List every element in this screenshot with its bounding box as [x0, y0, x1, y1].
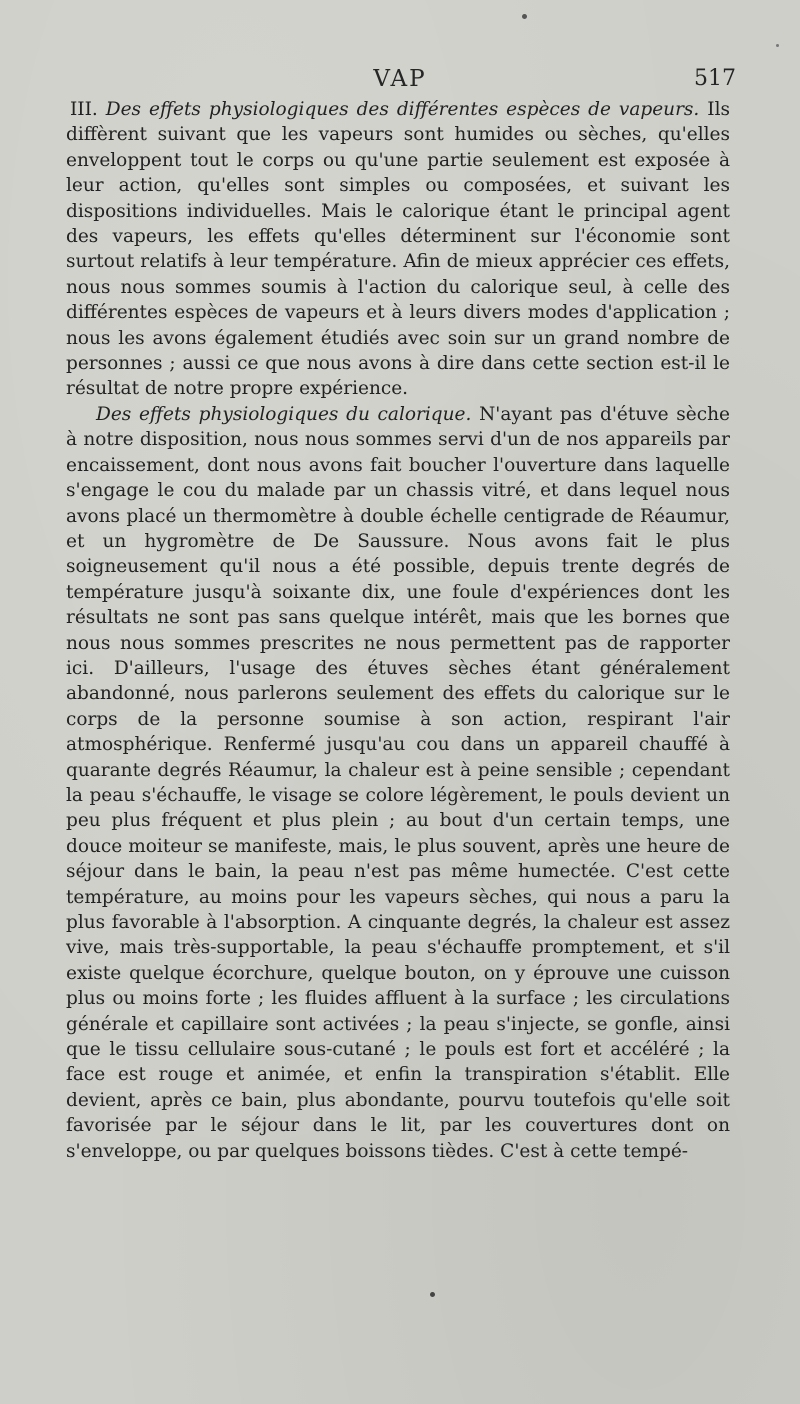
- paper-speck: [776, 44, 779, 47]
- page-header: [64, 60, 736, 100]
- paragraph-calorique: [66, 402, 730, 1164]
- page-number: 517: [694, 66, 736, 91]
- section-heading-italic: Des effets physiologiques des différentes espèces de vapeurs.: [105, 99, 700, 120]
- running-head: VAP: [373, 66, 427, 92]
- body-text: [66, 97, 730, 1164]
- paragraph-text: Ils diffèrent suivant que les vapeurs sont humides ou sèches, qu'elles enveloppent tout le corps ou qu'une partie seulement est exposée à leur action, qu'elles sont simples ou composées, et suivant les dispositions individuelles. Mais le calorique étant le principal agent des vapeurs, les effets qu'elles déterminent sur l'économie sont surtout relatifs à leur température. Afin de mieux apprécier ces effets, nous nous sommes soumis à l'action du calorique seul, à celle des différentes espèces de vapeurs et à leurs divers modes d'application ; nous les avons également étudiés avec soin sur un grand nombre de personnes ; aussi ce que nous avons à dire dans cette section est-il le résultat de notre propre expérience.: [66, 99, 730, 400]
- section-number: III.: [70, 99, 98, 120]
- paragraph-text: N'ayant pas d'étuve sèche à notre disposition, nous nous sommes servi d'un de nos appareils par encaissement, dont nous avons fait boucher l'ouverture dans laquelle s'engage le cou du malade par un chassis vitré, et dans lequel nous avons placé un thermomètre à double échelle centigrade de Réaumur, et un hygromètre de De Saussure. Nous avons fait le plus soigneusement qu'il nous a été possible, depuis trente degrés de température jusqu'à soixante dix, une foule d'expériences dont les résultats ne sont pas sans quelque intérêt, mais que les bornes que nous nous sommes prescrites ne nous permettent pas de rapporter ici. D'ailleurs, l'usage des étuves sèches étant généralement abandonné, nous parlerons seulement des effets du calorique sur le corps de la personne soumise à son action, respirant l'air atmosphérique. Renfermé jusqu'au cou dans un appareil chauffé à quarante degrés Réaumur, la chaleur est à peine sensible ; cependant la peau s'échauffe, le visage se colore légèrement, le pouls devient un peu plus fréquent et plus plein ; au bout d'un certain temps, une douce moiteur se manifeste, mais, le plus souvent, après une heure de séjour dans le bain, la peau n'est pas même humectée. C'est cette température, au moins pour les vapeurs sèches, qui nous a paru la plus favorable à l'absorption. A cinquante degrés, la chaleur est assez vive, mais très-supportable, la peau s'échauffe promptement, et s'il existe quelque écorchure, quelque bouton, on y éprouve une cuisson plus ou moins forte ; les fluides affluent à la surface ; les circulations générale et capillaire sont activées ; la peau s'injecte, se gonfle, ainsi que le tissu cellulaire sous-cutané ; le pouls est fort et accéléré ; la face est rouge et animée, et enfin la transpiration s'établit. Elle devient, après ce bain, plus abondante, pourvu toutefois qu'elle soit favorisée par le séjour dans le lit, par les couvertures dont on s'enveloppe, ou par quelques boissons tièdes. C'est à cette tempé-: [66, 403, 730, 1162]
- paper-speck: [430, 1292, 435, 1297]
- paragraph-section-iii: [66, 97, 730, 402]
- paper-speck: [522, 14, 527, 19]
- subsection-heading-italic: Des effets physiologiques du calorique.: [96, 403, 472, 425]
